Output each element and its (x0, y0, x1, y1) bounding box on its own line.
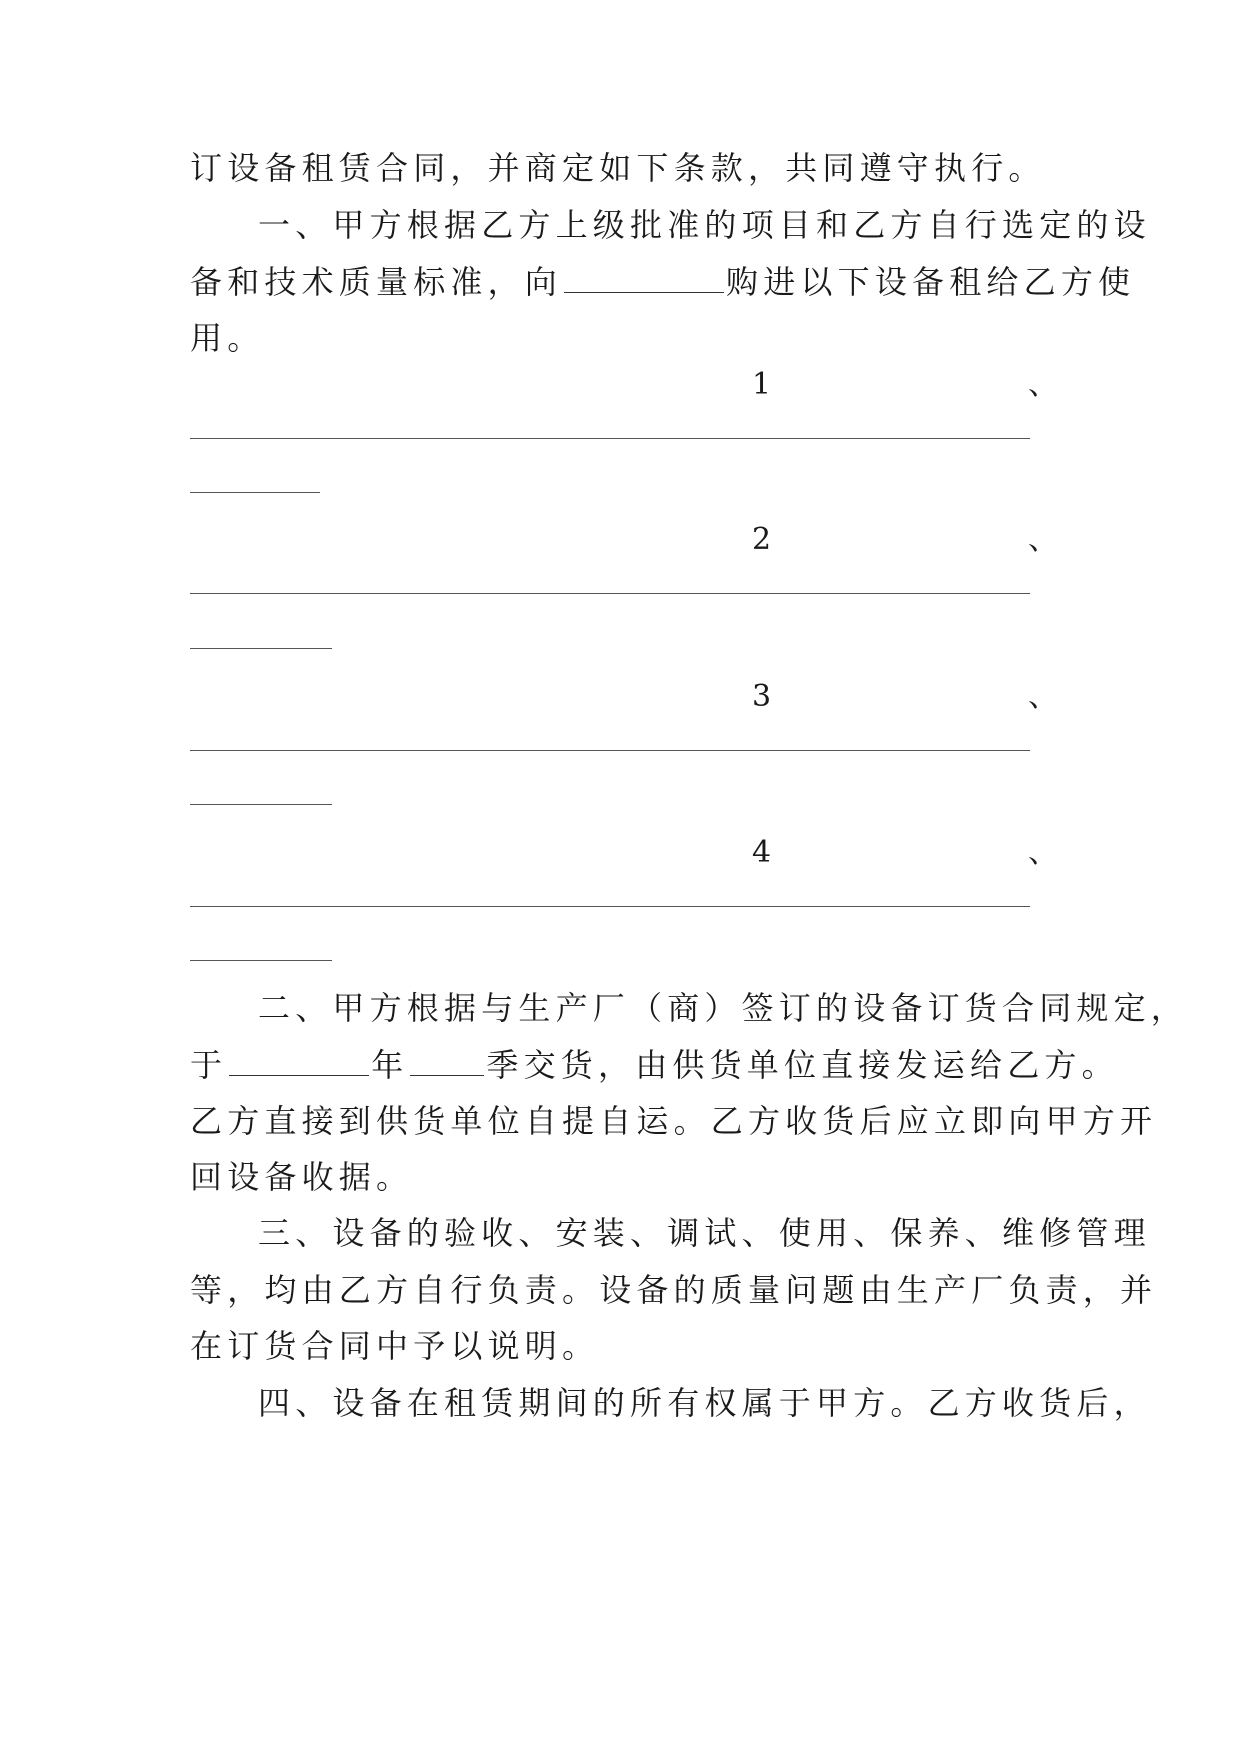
item-3-fill-line-cont (190, 804, 332, 805)
clause-4-line-1: 四、设备在租赁期间的所有权属于甲方。乙方收货后， (258, 1384, 1151, 1422)
clause-1-text-a: 备和技术质量标准，向 (190, 263, 563, 301)
clause-1-text-b: 购进以下设备租给乙方使 (726, 263, 1136, 301)
clause-1-line-1: 一、甲方根据乙方上级批准的项目和乙方自行选定的设 (258, 206, 1151, 244)
clause-3-line-2: 等，均由乙方自行负责。设备的质量问题由生产厂负责，并 (190, 1271, 1158, 1309)
clause-2-line-3: 乙方直接到供货单位自提自运。乙方收货后应立即向甲方开 (190, 1102, 1158, 1140)
clause-2-text-b: 年 (371, 1046, 409, 1084)
item-separator: 、 (1028, 679, 1058, 714)
clause-3-line-1: 三、设备的验收、安装、调试、使用、保养、维修管理 (258, 1214, 1151, 1252)
equipment-item-2 (190, 520, 1060, 560)
clause-2-text-c: 季交货，由供货单位直接发运给乙方。 (486, 1046, 1119, 1084)
year-blank (229, 1045, 369, 1076)
paragraph-intro-line: 订设备租赁合同，并商定如下条款，共同遵守执行。 (190, 149, 1046, 187)
quarter-blank (410, 1045, 484, 1076)
item-number: 1 (752, 367, 772, 402)
item-3-fill-line (190, 750, 1030, 751)
item-number: 3 (752, 679, 772, 714)
item-separator: 、 (1028, 367, 1058, 402)
item-separator: 、 (1028, 522, 1058, 557)
clause-2-text-a: 于 (190, 1046, 228, 1084)
clause-2-line-4: 回设备收据。 (190, 1158, 414, 1196)
equipment-item-4 (190, 833, 1060, 873)
item-2-fill-line (190, 593, 1030, 594)
item-number: 4 (752, 835, 772, 870)
clause-1-line-2 (190, 262, 1136, 302)
item-1-fill-line (190, 438, 1030, 439)
clause-3-line-3: 在订货合同中予以说明。 (190, 1327, 600, 1365)
equipment-item-3 (190, 677, 1060, 717)
item-number: 2 (752, 522, 772, 557)
item-4-fill-line-cont (190, 960, 332, 961)
item-2-fill-line-cont (190, 648, 332, 649)
supplier-blank (564, 262, 724, 293)
item-separator: 、 (1028, 835, 1058, 870)
equipment-item-1 (190, 365, 1060, 405)
clause-2-line-1: 二、甲方根据与生产厂（商）签订的设备订货合同规定， (258, 989, 1189, 1027)
clause-1-line-3: 用。 (190, 319, 265, 357)
item-1-fill-line-cont (190, 492, 320, 493)
item-4-fill-line (190, 906, 1030, 907)
clause-2-line-2 (190, 1045, 1119, 1085)
